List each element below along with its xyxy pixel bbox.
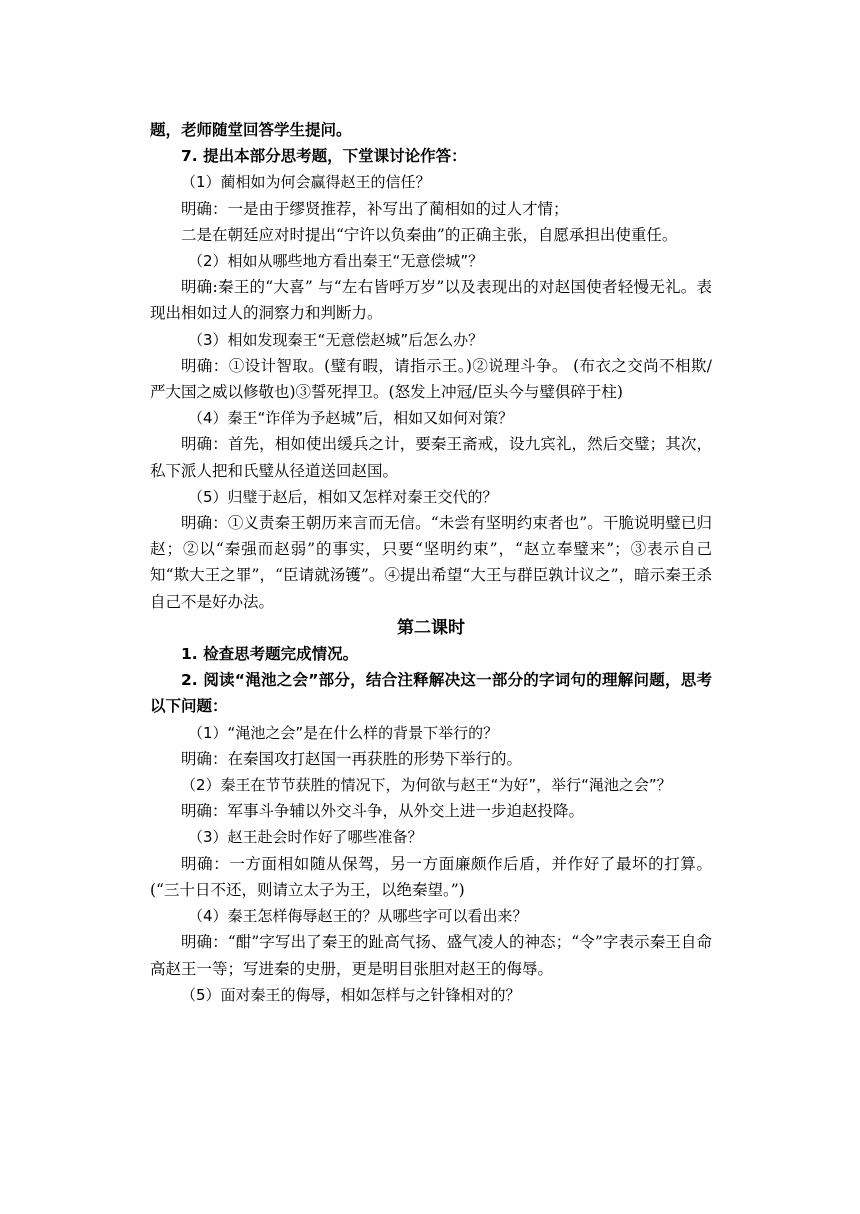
step-heading: 1. 检查思考题完成情况。 (181, 645, 359, 664)
question: （3）赵王赴会时作好了哪些准备？ (188, 828, 423, 847)
step-heading: 7. 提出本部分思考题，下堂课讨论作答： (181, 147, 467, 166)
question: （4）秦王“诈佯为予赵城”后，相如又如何对策？ (188, 409, 514, 428)
answer: 二是在朝廷应对时提出“宁许以负秦曲”的正确主张，自愿承担出使重任。 (181, 225, 678, 244)
answer: 明确：“酣”字写出了秦王的趾高气扬、盛气凌人的神态；“令”字表示秦王自命高赵王一等；写进秦的史册，更是明目张胆对赵王的侮辱。 (150, 933, 712, 978)
question: （5）面对秦王的侮辱，相如怎样与之针锋相对的？ (181, 985, 521, 1004)
question: （1）蔺相如为何会赢得赵王的信任？ (181, 173, 431, 192)
answer: 明确：在秦国攻打赵国一再获胜的形势下举行的。 (181, 749, 523, 768)
answer: 明确：军事斗争辅以外交斗争，从外交上进一步迫赵投降。 (181, 802, 585, 821)
step-heading: 2. 阅读“渑池之会”部分，结合注释解决这一部分的字词句的理解问题，思考以下问题： (150, 671, 712, 716)
paragraph-continuation: 题，老师随堂回答学生提问。 (150, 121, 352, 139)
question: （2）秦王在节节获胜的情况下，为何欲与赵王“为好”，举行“渑池之会”？ (181, 776, 672, 795)
question: （2）相如从哪些地方看出秦王“无意偿城”？ (188, 252, 484, 271)
question: （5）归璧于赵后，相如又怎样对秦王交代的？ (188, 487, 498, 506)
document-page (150, 117, 712, 1008)
question: （4）秦王怎样侮辱赵王的？从哪些字可以看出来？ (188, 907, 528, 926)
question: （1）“渑池之会”是在什么样的背景下举行的？ (188, 723, 499, 742)
answer: 明确：首先，相如使出缓兵之计，要秦王斋戒，设九宾礼，然后交璧；其次，私下派人把和氏璧从径道送回赵国。 (150, 435, 712, 480)
section-title: 第二课时 (397, 617, 465, 638)
answer: 明确:秦王的“大喜” 与“左右皆呼万岁”以及表现出的对赵国使者轻慢无礼。表现出相如过人的洞察力和判断力。 (150, 278, 712, 323)
answer: 明确：一方面相如随从保驾，另一方面廉颇作后盾，并作好了最坏的打算。(“三十日不还，则请立太子为王，以绝秦望。”) (150, 854, 712, 899)
answer: 明确：①义责秦王朝历来言而无信。“未尝有坚明约束者也”。干脆说明璧已归赵；②以“秦强而赵弱”的事实，只要“坚明约束”，“赵立奉璧来”；③表示自己知“欺大王之罪”，“臣请就汤镬”。④提出希望“大王与群臣孰计议之”，暗示秦王杀自己不是好办法。 (150, 514, 712, 611)
answer: 明确：一是由于缪贤推荐，补写出了蔺相如的过人才情； (181, 199, 569, 218)
question: （3）相如发现秦王“无意偿赵城”后怎么办？ (188, 330, 484, 349)
answer: 明确：①设计智取。(璧有暇，请指示王。)②说理斗争。 (布衣之交尚不相欺/严大国之威以修敬也)③誓死捍卫。(怒发上冲冠/臣头今与璧俱碎于柱) (150, 356, 712, 402)
